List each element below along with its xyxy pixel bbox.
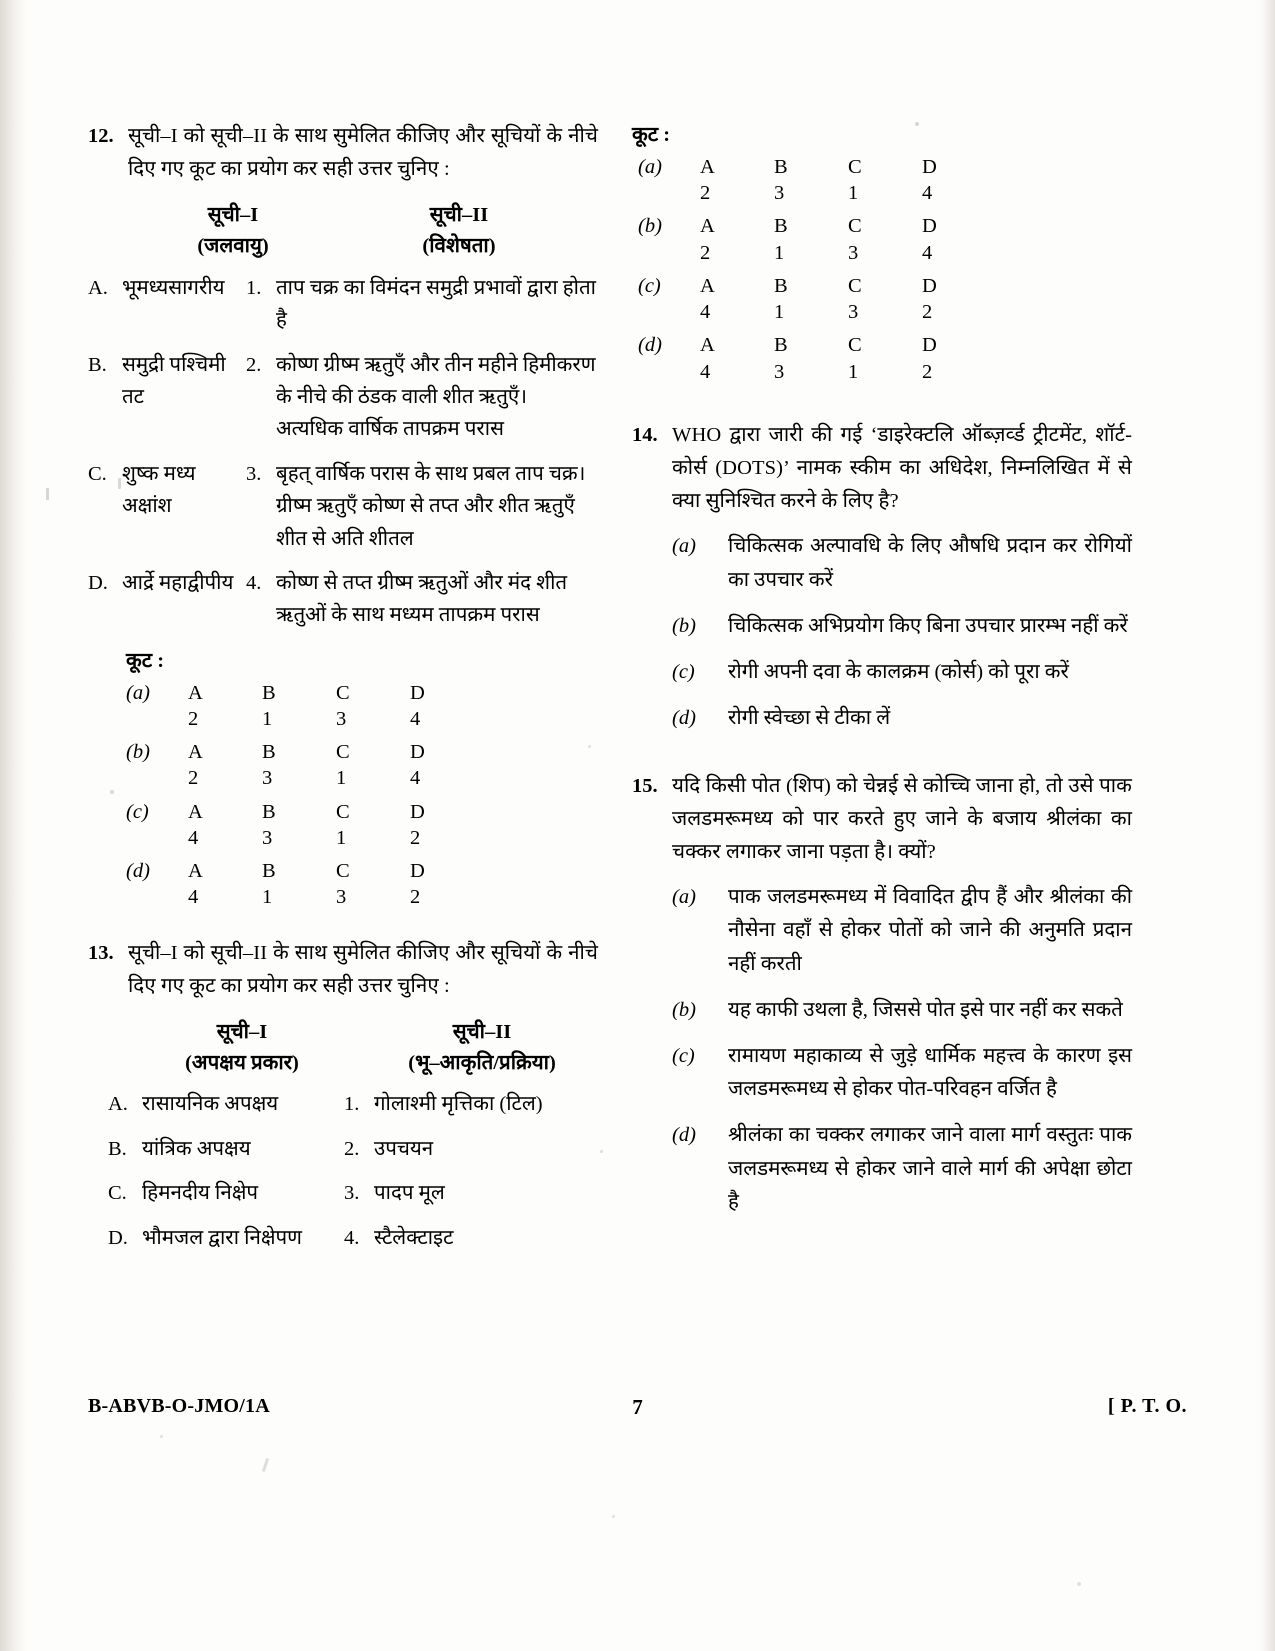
option-b-text: यह काफी उथला है, जिससे पोत इसे पार नहीं कर सकते xyxy=(728,998,1123,1021)
question-12-list1-subtitle: (जलवायु) xyxy=(197,235,269,258)
option-c-text: रामायण महाकाव्य से जुड़े धार्मिक महत्त्व के कारण इस जलडमरूमध्य से होकर पोत-परिवहन वर्जित है xyxy=(728,1044,1132,1101)
code-header-b: B xyxy=(774,156,788,178)
option-b[interactable] xyxy=(672,994,1132,1027)
match-row xyxy=(88,349,598,446)
question-12-stem: सूची–I को सूची–II के साथ सुमेलित कीजिए और सूचियों के नीचे दिए गए कूट का प्रयोग कर सही उत्तर चुनिए : xyxy=(128,125,598,181)
question-15-stem: यदि किसी पोत (शिप) को चेन्नई से कोच्चि जाना हो, तो उसे पाक जलडमरूमध्य को पार करते हुए जाने के बजाय श्रीलंका का चक्कर लगाकर जाना पड़ता है। क्यों? xyxy=(672,774,1132,863)
match-right-key: 1. xyxy=(344,1093,360,1116)
question-13 xyxy=(88,937,598,1254)
question-12-list2-title: सूची–II xyxy=(429,204,489,227)
question-12-list2-subtitle: (विशेषता) xyxy=(422,235,496,258)
code-header-a: A xyxy=(188,800,203,823)
code-option[interactable] xyxy=(638,273,1132,325)
match-right-key: 4. xyxy=(246,571,262,594)
match-row xyxy=(108,1133,598,1165)
question-12-number: 12. xyxy=(88,125,114,147)
code-header-d: D xyxy=(922,215,937,238)
option-b-tag: (b) xyxy=(672,614,696,637)
code-option[interactable] xyxy=(638,154,1132,206)
option-d-tag: (d) xyxy=(672,707,696,730)
question-13-list2-title: सूची–II xyxy=(452,1020,512,1043)
match-row xyxy=(88,567,598,632)
booklet-code: B-ABVB-O-JMO/1A xyxy=(88,1395,270,1417)
code-value-a: 2 xyxy=(700,241,711,264)
code-value-a: 2 xyxy=(700,182,711,205)
code-header-c: C xyxy=(336,741,350,764)
question-12-list-headings xyxy=(122,200,598,262)
question-13-list2-subtitle: (भू–आकृति/प्रक्रिया) xyxy=(408,1051,556,1074)
match-row xyxy=(108,1177,598,1209)
match-left-text: आर्द्रे महाद्वीपीय xyxy=(122,571,234,594)
question-13-code-block xyxy=(632,120,1132,385)
match-row xyxy=(88,272,598,337)
code-option-tag: (b) xyxy=(638,215,662,238)
code-header-a: A xyxy=(700,215,715,238)
option-b[interactable] xyxy=(672,610,1132,643)
match-right-text: कोष्ण से तप्त ग्रीष्म ऋतुओं और मंद शीत ऋतुओं के साथ मध्यम तापक्रम परास xyxy=(276,571,568,627)
right-column xyxy=(632,120,1132,1245)
question-12 xyxy=(88,120,598,911)
code-value-b: 1 xyxy=(774,301,785,324)
match-left-key: D. xyxy=(88,571,108,594)
code-header-c: C xyxy=(848,334,862,357)
code-header-b: B xyxy=(774,215,788,238)
match-right-text: स्टैलेक्टाइट xyxy=(374,1226,454,1249)
code-value-b: 3 xyxy=(262,826,273,849)
option-a-tag: (a) xyxy=(672,886,696,909)
code-value-d: 2 xyxy=(922,360,933,383)
question-13-list-headings xyxy=(122,1017,598,1079)
match-left-key: C. xyxy=(108,1182,127,1205)
code-value-b: 3 xyxy=(774,182,785,205)
code-value-c: 3 xyxy=(336,707,347,730)
question-13-number: 13. xyxy=(88,941,114,964)
match-row xyxy=(88,458,598,555)
code-value-b: 1 xyxy=(262,707,273,730)
match-right-text: पादप मूल xyxy=(374,1182,445,1205)
match-left-text: यांत्रिक अपक्षय xyxy=(142,1137,251,1160)
option-a-text: चिकित्सक अल्पावधि के लिए औषधि प्रदान कर रोगियों का उपचार करें xyxy=(728,535,1132,591)
question-15-options xyxy=(672,881,1132,1219)
code-header-a: A xyxy=(700,334,715,357)
question-12-match-rows xyxy=(88,272,598,632)
question-13-stem: सूची–I को सूची–II के साथ सुमेलित कीजिए और सूचियों के नीचे दिए गए कूट का प्रयोग कर सही उत्तर चुनिए : xyxy=(128,941,598,997)
match-left-key: B. xyxy=(88,353,107,376)
question-13-code-table xyxy=(638,154,1132,385)
match-right-key: 4. xyxy=(344,1226,360,1249)
page-number: 7 xyxy=(632,1395,643,1419)
code-value-c: 1 xyxy=(336,767,347,790)
code-header-b: B xyxy=(774,334,788,357)
option-a-text: पाक जलडमरूमध्य में विवादित द्वीप हैं और श्रीलंका की नौसेना वहाँ से होकर पोतों को जाने की अनुमति प्रदान नहीं करती xyxy=(728,886,1132,975)
code-value-c: 3 xyxy=(848,241,859,264)
match-right-text: बृहत् वार्षिक परास के साथ प्रबल ताप चक्र। ग्रीष्म ऋतुएँ कोष्ण से तप्त और शीत ऋतुएँ शीत से अति शीतल xyxy=(276,462,586,550)
option-c[interactable] xyxy=(672,656,1132,689)
match-left-text: हिमनदीय निक्षेप xyxy=(142,1182,259,1205)
scan-speck xyxy=(160,1435,163,1438)
match-right-text: उपचयन xyxy=(374,1137,434,1160)
code-option[interactable] xyxy=(126,680,598,732)
code-option-tag: (a) xyxy=(638,156,662,178)
scan-speck xyxy=(612,1515,615,1518)
code-header-c: C xyxy=(336,681,350,704)
option-d-tag: (d) xyxy=(672,1124,696,1147)
code-header-a: A xyxy=(188,741,203,764)
question-15 xyxy=(632,770,1132,1219)
code-value-d: 4 xyxy=(410,707,421,730)
code-option[interactable] xyxy=(126,858,598,910)
match-left-text: शुष्क मध्य अक्षांश xyxy=(122,462,196,518)
code-value-d: 2 xyxy=(410,826,421,849)
code-header-d: D xyxy=(922,274,937,297)
code-header-d: D xyxy=(410,800,425,823)
code-option-tag: (b) xyxy=(126,741,150,764)
option-c-text: रोगी अपनी दवा के कालक्रम (कोर्स) को पूरा करें xyxy=(728,661,1069,684)
option-c-tag: (c) xyxy=(672,1044,695,1067)
option-a[interactable] xyxy=(672,881,1132,981)
code-header-d: D xyxy=(922,334,937,357)
code-header-a: A xyxy=(700,156,715,178)
code-value-c: 3 xyxy=(336,886,347,909)
match-left-key: C. xyxy=(88,462,107,485)
match-left-text: भूमध्यसागरीय xyxy=(122,276,225,299)
match-left-key: B. xyxy=(108,1137,127,1160)
option-c[interactable] xyxy=(672,1040,1132,1106)
code-header-a: A xyxy=(700,274,715,297)
option-d[interactable] xyxy=(672,702,1132,735)
code-value-b: 1 xyxy=(262,886,273,909)
code-option-tag: (c) xyxy=(126,800,149,823)
option-d-text: रोगी स्वेच्छा से टीका लें xyxy=(728,707,891,730)
code-value-d: 2 xyxy=(410,886,421,909)
question-15-number: 15. xyxy=(632,774,658,797)
question-13-code-label: कूट : xyxy=(632,124,671,146)
code-value-a: 4 xyxy=(700,301,711,324)
match-right-key: 2. xyxy=(344,1137,360,1160)
code-header-d: D xyxy=(410,741,425,764)
code-option-tag: (d) xyxy=(638,334,662,357)
option-b-tag: (b) xyxy=(672,998,696,1021)
code-option[interactable] xyxy=(638,213,1132,265)
scan-speck xyxy=(262,1458,269,1472)
code-value-a: 2 xyxy=(188,767,199,790)
scan-speck xyxy=(1077,1582,1081,1586)
code-option[interactable] xyxy=(126,739,598,791)
option-c-tag: (c) xyxy=(672,661,695,684)
code-header-a: A xyxy=(188,860,203,883)
question-13-list1-title: सूची–I xyxy=(216,1020,268,1043)
question-13-list1-subtitle: (अपक्षय प्रकार) xyxy=(185,1051,299,1074)
match-left-text: रासायनिक अपक्षय xyxy=(142,1093,279,1116)
code-value-d: 4 xyxy=(410,767,421,790)
pto-marker: [ P. T. O. xyxy=(1107,1395,1187,1417)
code-header-b: B xyxy=(262,681,276,704)
code-option[interactable] xyxy=(126,799,598,851)
question-14-options xyxy=(672,530,1132,735)
code-value-b: 3 xyxy=(774,360,785,383)
code-value-c: 1 xyxy=(336,826,347,849)
option-a-tag: (a) xyxy=(672,535,696,558)
question-13-match-rows xyxy=(108,1088,598,1254)
code-header-c: C xyxy=(336,800,350,823)
match-right-key: 2. xyxy=(246,353,262,376)
question-12-code-table xyxy=(126,680,598,911)
code-value-c: 3 xyxy=(848,301,859,324)
code-header-d: D xyxy=(410,860,425,883)
code-value-b: 1 xyxy=(774,241,785,264)
question-12-code-label: कूट : xyxy=(126,649,165,672)
code-header-c: C xyxy=(336,860,350,883)
code-header-d: D xyxy=(410,681,425,704)
code-header-c: C xyxy=(848,215,862,238)
question-14-number: 14. xyxy=(632,423,658,446)
code-header-b: B xyxy=(774,274,788,297)
match-right-key: 3. xyxy=(246,462,262,485)
code-value-a: 4 xyxy=(188,826,199,849)
code-option-tag: (d) xyxy=(126,860,150,883)
match-right-key: 1. xyxy=(246,276,262,299)
match-right-key: 3. xyxy=(344,1182,360,1205)
code-header-b: B xyxy=(262,860,276,883)
match-left-key: A. xyxy=(108,1093,128,1116)
match-left-text: भौमजल द्वारा निक्षेपण xyxy=(142,1226,302,1249)
code-value-d: 4 xyxy=(922,182,933,205)
code-header-a: A xyxy=(188,681,203,704)
match-right-text: गोलाश्मी मृत्तिका (टिल) xyxy=(374,1093,543,1116)
code-option[interactable] xyxy=(638,332,1132,384)
page-footer xyxy=(88,1395,1187,1429)
question-14-stem: WHO द्वारा जारी की गई ‘डाइरेक्टलि ऑब्ज़र्व्ड ट्रीटमेंट, शॉर्ट-कोर्स (DOTS)’ नामक स्कीम का अधिदेश, निम्नलिखित में से क्या सुनिश्चित करने के लिए है? xyxy=(672,423,1132,513)
match-right-text: कोष्ण ग्रीष्म ऋतुएँ और तीन महीने हिमीकरण के नीचे की ठंडक वाली शीत ऋतुएँ। अत्यधिक वार्षिक तापक्रम परास xyxy=(276,353,596,441)
match-left-key: D. xyxy=(108,1226,128,1249)
code-value-b: 3 xyxy=(262,767,273,790)
question-14 xyxy=(632,419,1132,736)
code-value-a: 2 xyxy=(188,707,199,730)
option-a[interactable] xyxy=(672,530,1132,596)
option-b-text: चिकित्सक अभिप्रयोग किए बिना उपचार प्रारम्भ नहीं करें xyxy=(728,614,1128,637)
code-header-d: D xyxy=(922,156,937,178)
code-header-c: C xyxy=(848,156,862,178)
match-row xyxy=(108,1222,598,1254)
code-option-tag: (c) xyxy=(638,274,661,297)
question-12-list1-title: सूची–I xyxy=(207,204,259,227)
code-header-c: C xyxy=(848,274,862,297)
option-d-text: श्रीलंका का चक्कर लगाकर जाने वाला मार्ग वस्तुतः पाक जलडमरूमध्य से होकर जाने वाले मार्ग की अपेक्षा छोटा है xyxy=(728,1124,1132,1213)
code-value-a: 4 xyxy=(700,360,711,383)
match-left-text: समुद्री पश्चिमी तट xyxy=(122,353,226,409)
code-header-b: B xyxy=(262,741,276,764)
left-column xyxy=(88,120,598,1280)
match-right-text: ताप चक्र का विमंदन समुद्री प्रभावों द्वारा होता है xyxy=(276,276,596,332)
code-value-c: 1 xyxy=(848,360,859,383)
code-value-a: 4 xyxy=(188,886,199,909)
code-value-d: 4 xyxy=(922,241,933,264)
code-value-c: 1 xyxy=(848,182,859,205)
code-header-b: B xyxy=(262,800,276,823)
option-d[interactable] xyxy=(672,1119,1132,1219)
scan-speck xyxy=(600,1150,603,1153)
scan-speck xyxy=(46,488,49,500)
match-left-key: A. xyxy=(88,276,108,299)
match-row xyxy=(108,1088,598,1120)
code-value-d: 2 xyxy=(922,301,933,324)
code-option-tag: (a) xyxy=(126,681,150,704)
